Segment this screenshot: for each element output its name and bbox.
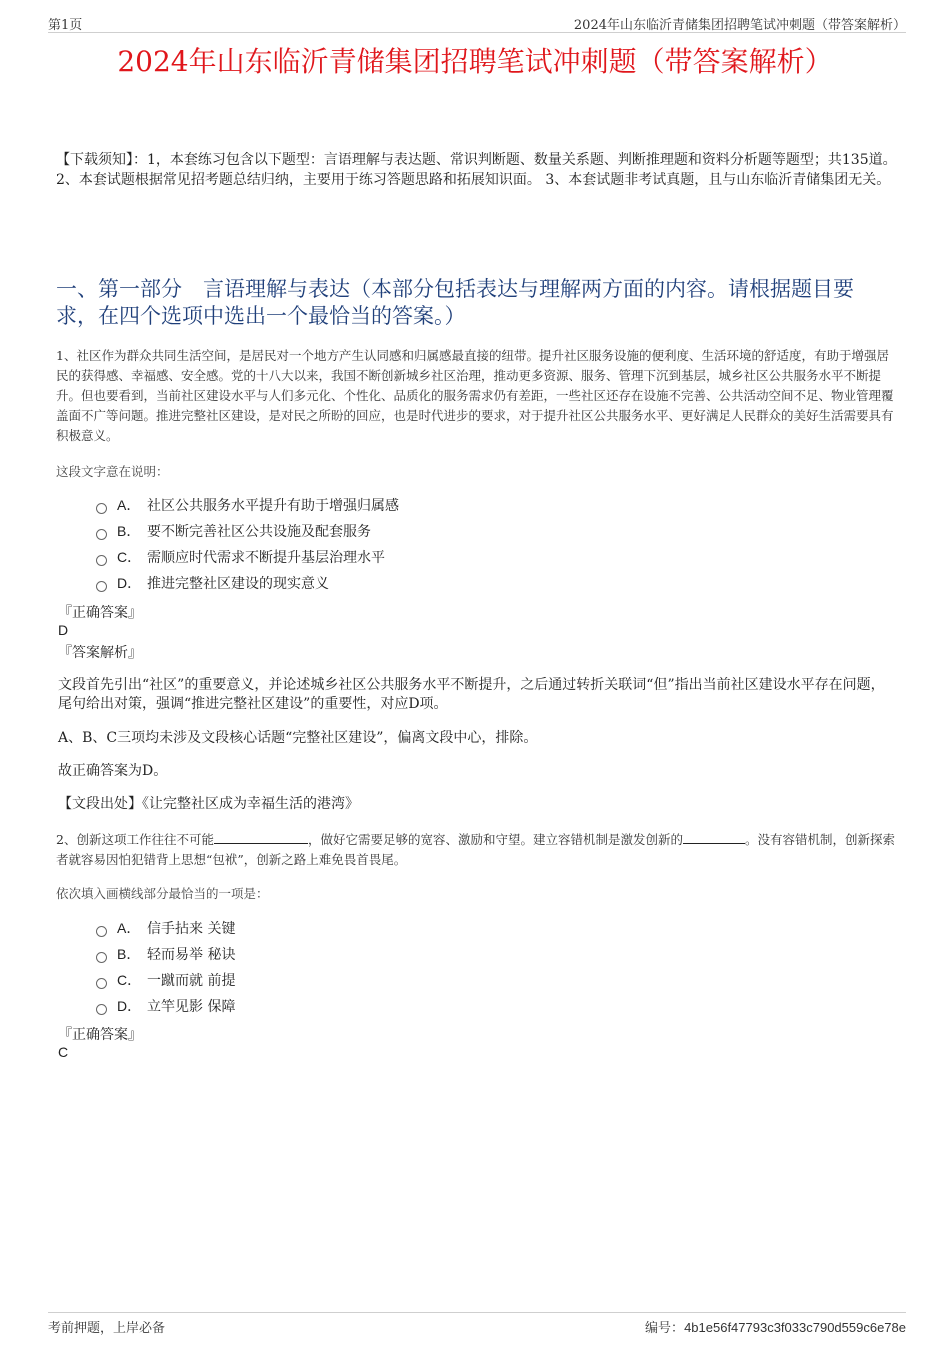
question-2-prompt: 依次填入画横线部分最恰当的一项是：	[56, 886, 269, 901]
question-2-text-part-3: 。没有容错机制，创新探索者就容易因怕犯错背上思想“包袱”，创新之路上难免畏首畏尾。	[56, 832, 895, 867]
option-a[interactable]	[96, 492, 399, 518]
correct-answer: C	[58, 1044, 69, 1060]
page-number: 第1页	[48, 18, 83, 33]
question-2-text	[56, 830, 896, 870]
option-c[interactable]	[96, 967, 235, 993]
download-notice: 【下载须知】：1，本套练习包含以下题型：言语理解与表达题、常识判断题、数量关系题、判断推理题和资料分析题等题型；共135道。 2、本套试题根据常见招考题总结归纳，主要用于练习答题思路和拓展知识面。 3、本套试题非考试真题，且与山东临沂青储集团无关。	[56, 152, 897, 188]
option-text: 一蹴而就 前提	[147, 973, 236, 989]
radio-icon[interactable]	[96, 952, 107, 963]
radio-icon[interactable]	[96, 503, 107, 514]
option-b[interactable]	[96, 941, 235, 967]
fill-blank-1	[214, 831, 308, 844]
question-2-text-part-2: ，做好它需要足够的宽容、激励和守望。建立容错机制是激发创新的	[307, 832, 683, 847]
page-header	[48, 12, 906, 33]
option-b[interactable]	[96, 518, 399, 544]
option-letter: B．	[117, 946, 141, 962]
option-letter: A．	[117, 497, 141, 513]
code-value: 4b1e56f47793c3f033c790d559c6e78e	[684, 1320, 906, 1335]
option-c[interactable]	[96, 544, 399, 570]
option-letter: A．	[117, 920, 141, 936]
option-letter: C．	[117, 972, 142, 988]
option-d[interactable]	[96, 570, 399, 596]
document-code	[645, 1317, 906, 1336]
option-letter: D．	[117, 575, 142, 591]
analysis-label: 『答案解析』	[58, 645, 142, 661]
question-1-text: 1、社区作为群众共同生活空间，是居民对一个地方产生认同感和归属感最直接的纽带。提升社区服务设施的便利度、生活环境的舒适度，有助于增强居民的获得感、幸福感、安全感。党的十八大以来，我国不断创新城乡社区治理，推动更多资源、服务、管理下沉到基层，城乡社区公共服务水平不断提升。但也要看到，当前社区建设水平与人们多元化、个性化、品质化的服务需求仍有差距，一些社区还存在设施不完善、公共活动空间不足、物业管理覆盖面不广等问题。推进完整社区建设，是对民之所盼的回应，也是时代进步的要求，对于提升社区公共服务水平、更好满足人民群众的美好生活需要具有积极意义。	[56, 348, 894, 443]
radio-icon[interactable]	[96, 581, 107, 592]
fill-blank-2	[683, 831, 745, 844]
analysis-paragraph-2: A、B、C三项均未涉及文段核心话题“完整社区建设”，偏离文段中心，排除。	[58, 730, 538, 746]
radio-icon[interactable]	[96, 529, 107, 540]
option-letter: D．	[117, 998, 142, 1014]
question-1-options	[96, 492, 399, 596]
correct-answer: D	[58, 622, 69, 638]
option-d[interactable]	[96, 993, 235, 1019]
option-a[interactable]	[96, 915, 235, 941]
header-doc-title: 2024年山东临沂青储集团招聘笔试冲刺题（带答案解析）	[573, 18, 906, 33]
option-text: 要不断完善社区公共设施及配套服务	[147, 524, 371, 540]
option-letter: C．	[117, 549, 142, 565]
option-text: 信手拈来 关键	[147, 921, 236, 937]
analysis-paragraph-1: 文段首先引出“社区”的重要意义，并论述城乡社区公共服务水平不断提升，之后通过转折关联词“但”指出当前社区建设水平存在问题，尾句给出对策，强调“推进完整社区建设”的重要性，对应D项。	[58, 677, 885, 712]
option-text: 立竿见影 保障	[147, 999, 236, 1015]
radio-icon[interactable]	[96, 926, 107, 937]
answer-label: 『正确答案』	[58, 1027, 142, 1043]
option-text: 推进完整社区建设的现实意义	[147, 576, 329, 592]
footer-slogan: 考前押题，上岸必备	[48, 1321, 166, 1336]
radio-icon[interactable]	[96, 978, 107, 989]
passage-source: 【文段出处】《让完整社区成为幸福生活的港湾》	[58, 796, 359, 812]
question-2-text-part-1: 2、创新这项工作往往不可能	[56, 832, 214, 847]
question-2-options	[96, 915, 235, 1019]
radio-icon[interactable]	[96, 1004, 107, 1015]
option-text: 社区公共服务水平提升有助于增强归属感	[147, 498, 399, 514]
option-letter: B．	[117, 523, 141, 539]
radio-icon[interactable]	[96, 555, 107, 566]
option-text: 轻而易举 秘诀	[147, 947, 236, 963]
page-footer	[48, 1312, 906, 1337]
answer-label: 『正确答案』	[58, 605, 142, 621]
code-label: 编号：	[645, 1321, 685, 1336]
option-text: 需顺应时代需求不断提升基层治理水平	[147, 550, 385, 566]
section-title: 一、第一部分 言语理解与表达（本部分包括表达与理解两方面的内容。请根据题目要求，在四个选项中选出一个最恰当的答案。）	[56, 277, 854, 328]
question-1-prompt: 这段文字意在说明：	[56, 464, 169, 479]
analysis-paragraph-3: 故正确答案为D。	[58, 763, 168, 779]
document-title: 2024年山东临沂青储集团招聘笔试冲刺题（带答案解析）	[117, 45, 833, 78]
